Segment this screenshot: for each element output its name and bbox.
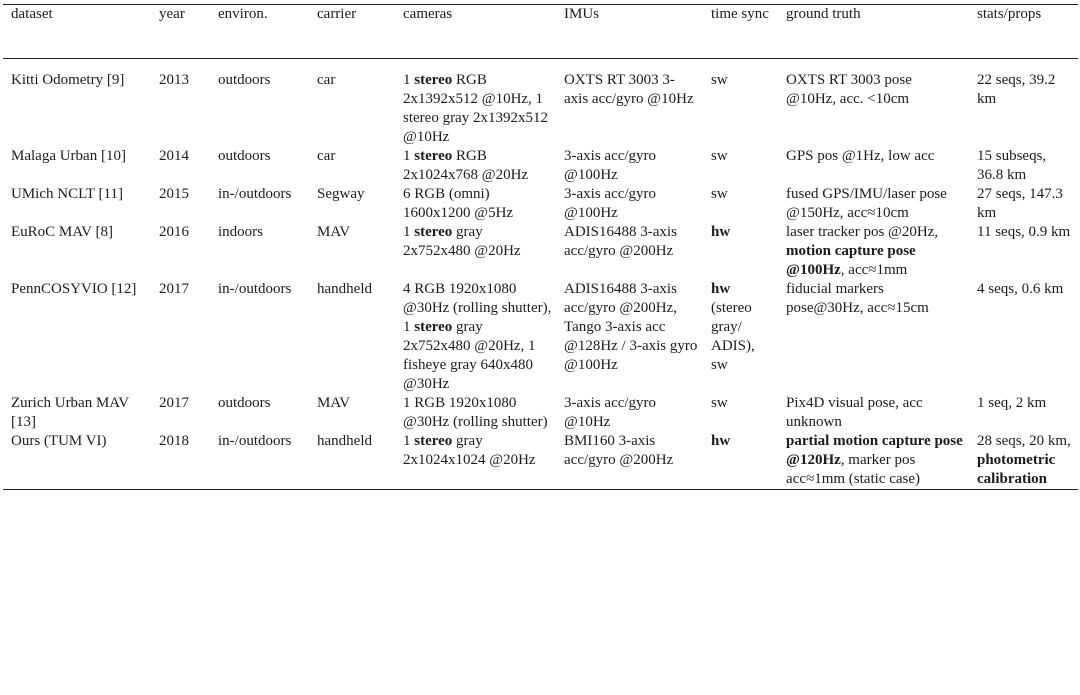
- year-cell: 2018: [151, 432, 210, 490]
- text-segment: gray 2x1024x1024 @20Hz: [403, 433, 536, 468]
- cameras-cell: [395, 280, 556, 394]
- dataset-cell: Malaga Urban [10]: [11, 148, 126, 164]
- imus-cell: [556, 223, 703, 280]
- text-segment: gray 2x752x480 @20Hz, 1 fisheye gray 640x480 @30Hz: [403, 319, 536, 392]
- text-segment: 27 seqs, 147.3 km: [977, 186, 1063, 221]
- carrier-cell: handheld: [317, 281, 372, 297]
- text-segment: 28 seqs, 20 km,: [977, 433, 1071, 449]
- environ-cell: in-/outdoors: [218, 186, 292, 202]
- carrier-cell: car: [317, 72, 336, 88]
- bold-text: stereo: [414, 433, 453, 449]
- table-row: [3, 223, 1078, 280]
- stats-cell: [969, 147, 1078, 185]
- carrier-cell: Segway: [317, 186, 365, 202]
- text-segment: BMI160 3-axis acc/gyro @200Hz: [564, 433, 674, 468]
- table-row: [3, 432, 1078, 490]
- text-segment: 4 seqs, 0.6 km: [977, 281, 1064, 297]
- text-segment: 1: [403, 433, 415, 449]
- text-segment: OXTS RT 3003 3-axis acc/gyro @10Hz: [564, 72, 694, 107]
- ground-truth-cell: [778, 147, 969, 185]
- header-cell: environ.: [210, 5, 309, 59]
- text-segment: 15 subseqs, 36.8 km: [977, 148, 1047, 183]
- header-row: [3, 5, 1078, 59]
- bold-text: motion capture pose @100Hz: [786, 243, 916, 278]
- table-row: [3, 185, 1078, 223]
- year-cell: 2017: [159, 281, 189, 297]
- text-segment: RGB 2x1024x768 @20Hz: [403, 148, 529, 183]
- text-segment: 3-axis acc/gyro @10Hz: [564, 395, 657, 430]
- stats-cell: [969, 59, 1078, 148]
- stats-cell: [969, 394, 1078, 432]
- bold-text: stereo: [414, 319, 453, 335]
- text-segment: 1: [403, 72, 415, 88]
- cameras-cell: [395, 432, 556, 490]
- bold-text: stereo: [414, 224, 453, 240]
- imus-cell: [556, 432, 703, 490]
- header-cell: ground truth: [778, 5, 969, 59]
- ground-truth-cell: [778, 432, 969, 490]
- text-segment: ADIS16488 3-axis acc/gyro @200Hz, Tango 3-axis acc @128Hz / 3-axis gyro @100Hz: [564, 281, 698, 373]
- environ-cell: in-/outdoors: [210, 432, 309, 490]
- environ-cell: indoors: [218, 224, 263, 240]
- text-segment: 22 seqs, 39.2 km: [977, 72, 1056, 107]
- time-sync-cell: [703, 147, 778, 185]
- ground-truth-cell: [778, 280, 969, 394]
- environ-cell: in-/outdoors: [218, 281, 292, 297]
- ground-truth-cell: [778, 185, 969, 223]
- time-sync-cell: [703, 223, 778, 280]
- carrier-cell: handheld: [309, 432, 395, 490]
- stats-cell: [969, 223, 1078, 280]
- environ-cell: outdoors: [218, 395, 271, 411]
- imus-cell: [556, 147, 703, 185]
- text-segment: sw: [711, 395, 728, 411]
- bold-text: stereo: [414, 148, 453, 164]
- environ-cell: outdoors: [218, 148, 271, 164]
- ground-truth-cell: [778, 394, 969, 432]
- text-segment: sw: [711, 148, 728, 164]
- cameras-cell: [395, 185, 556, 223]
- text-segment: sw: [711, 72, 728, 88]
- text-segment: 3-axis acc/gyro @100Hz: [564, 148, 657, 183]
- table-row: [3, 280, 1078, 394]
- text-segment: 1: [403, 148, 415, 164]
- header-cell: dataset: [3, 5, 151, 59]
- bold-text: photometric calibration: [977, 452, 1056, 487]
- year-cell: 2013: [159, 72, 189, 88]
- time-sync-cell: [703, 185, 778, 223]
- text-segment: 1 RGB 1920x1080 @30Hz (rolling shutter): [403, 395, 548, 430]
- text-segment: sw: [711, 186, 728, 202]
- dataset-comparison-table: [3, 4, 1078, 490]
- carrier-cell: car: [317, 148, 336, 164]
- bold-text: partial motion capture pose @120Hz: [786, 433, 963, 468]
- table-body: [3, 59, 1078, 490]
- text-segment: , marker pos acc≈1mm (static case): [786, 452, 920, 487]
- text-segment: gray 2x752x480 @20Hz: [403, 224, 521, 259]
- year-cell: 2015: [159, 186, 189, 202]
- text-segment: , acc≈1mm: [840, 262, 908, 278]
- table-row: [3, 147, 1078, 185]
- ground-truth-cell: [778, 59, 969, 148]
- header-cell: stats/props: [969, 5, 1078, 59]
- year-cell: 2017: [159, 395, 189, 411]
- dataset-cell: UMich NCLT [11]: [11, 186, 123, 202]
- header-cell: cameras: [395, 5, 556, 59]
- carrier-cell: MAV: [317, 224, 351, 240]
- table-row: [3, 59, 1078, 148]
- text-segment: 1 seq, 2 km: [977, 395, 1047, 411]
- table-row: [3, 394, 1078, 432]
- time-sync-cell: [703, 280, 778, 394]
- stats-cell: [969, 185, 1078, 223]
- imus-cell: [556, 394, 703, 432]
- year-cell: 2016: [159, 224, 189, 240]
- text-segment: laser tracker pos @20Hz,: [786, 224, 939, 240]
- bold-text: hw: [711, 433, 731, 449]
- ground-truth-cell: [778, 223, 969, 280]
- stats-cell: [969, 280, 1078, 394]
- text-segment: Pix4D visual pose, acc unknown: [786, 395, 923, 430]
- text-segment: fused GPS/IMU/laser pose @150Hz, acc≈10cm: [786, 186, 947, 221]
- environ-cell: outdoors: [218, 72, 271, 88]
- dataset-cell: EuRoC MAV [8]: [11, 224, 113, 240]
- text-segment: 11 seqs, 0.9 km: [977, 224, 1071, 240]
- dataset-cell: PennCOSYVIO [12]: [11, 281, 137, 297]
- text-segment: ADIS16488 3-axis acc/gyro @200Hz: [564, 224, 677, 259]
- cameras-cell: [395, 147, 556, 185]
- dataset-cell: Ours (TUM VI): [3, 432, 151, 490]
- text-segment: RGB 2x1392x512 @10Hz, 1 stereo gray 2x1392x512 @10Hz: [403, 72, 548, 145]
- text-segment: 6 RGB (omni) 1600x1200 @5Hz: [403, 186, 514, 221]
- imus-cell: [556, 280, 703, 394]
- header-cell: time sync: [703, 5, 778, 59]
- text-segment: 3-axis acc/gyro @100Hz: [564, 186, 657, 221]
- time-sync-cell: [703, 394, 778, 432]
- text-segment: 4 RGB 1920x1080 @30Hz (rolling shutter), 1: [403, 281, 552, 335]
- stats-cell: [969, 432, 1078, 490]
- time-sync-cell: [703, 59, 778, 148]
- bold-text: hw: [711, 281, 731, 297]
- text-segment: 1: [403, 224, 415, 240]
- text-segment: OXTS RT 3003 pose @10Hz, acc. <10cm: [786, 72, 912, 107]
- imus-cell: [556, 185, 703, 223]
- year-cell: 2014: [159, 148, 189, 164]
- imus-cell: [556, 59, 703, 148]
- cameras-cell: [395, 223, 556, 280]
- carrier-cell: MAV: [317, 395, 351, 411]
- header-cell: year: [151, 5, 210, 59]
- cameras-cell: [395, 59, 556, 148]
- bold-text: hw: [711, 224, 731, 240]
- text-segment: (stereo gray/ ADIS), sw: [711, 300, 755, 373]
- dataset-cell: Kitti Odometry [9]: [11, 72, 125, 88]
- cameras-cell: [395, 394, 556, 432]
- bold-text: stereo: [414, 72, 453, 88]
- header-cell: carrier: [309, 5, 395, 59]
- text-segment: GPS pos @1Hz, low acc: [786, 148, 935, 164]
- header-cell: IMUs: [556, 5, 703, 59]
- text-segment: fiducial markers pose@30Hz, acc≈15cm: [786, 281, 929, 316]
- time-sync-cell: [703, 432, 778, 490]
- dataset-cell: Zurich Urban MAV [13]: [11, 395, 129, 430]
